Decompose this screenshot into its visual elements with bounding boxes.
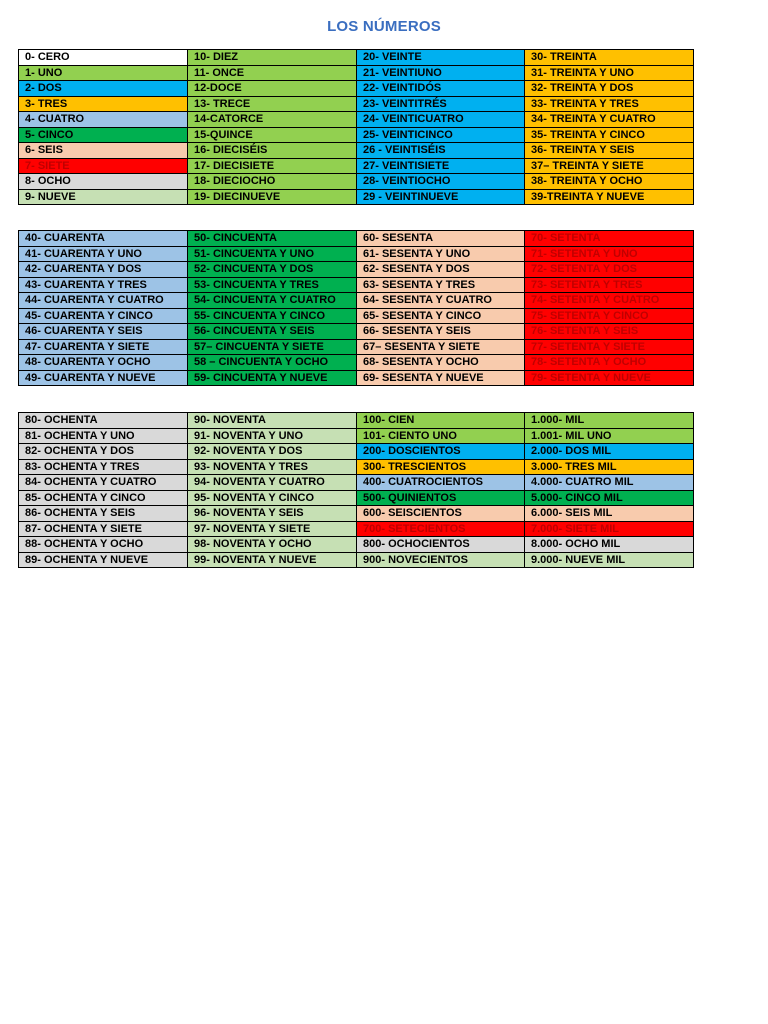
number-cell: 73- SETENTA Y TRES — [525, 277, 694, 293]
table-row — [19, 521, 694, 537]
number-cell: 2- DOS — [19, 81, 188, 97]
number-cell: 101- CIENTO UNO — [357, 428, 525, 444]
number-cell: 15-QUINCE — [188, 127, 357, 143]
number-cell: 71- SETENTA Y UNO — [525, 246, 694, 262]
number-cell: 89- OCHENTA Y NUEVE — [19, 552, 188, 568]
number-cell: 62- SESENTA Y DOS — [357, 262, 525, 278]
number-cell: 69- SESENTA Y NUEVE — [357, 370, 525, 386]
number-cell: 0- CERO — [19, 50, 188, 66]
number-cell: 39-TREINTA Y NUEVE — [525, 189, 694, 205]
table-row — [19, 65, 694, 81]
number-cell: 26 - VEINTISÉIS — [357, 143, 525, 159]
number-cell: 97- NOVENTA Y SIETE — [188, 521, 357, 537]
number-cell: 76- SETENTA Y SEIS — [525, 324, 694, 340]
number-cell: 25- VEINTICINCO — [357, 127, 525, 143]
table-row — [19, 506, 694, 522]
number-cell: 55- CINCUENTA Y CINCO — [188, 308, 357, 324]
number-cell: 36- TREINTA Y SEIS — [525, 143, 694, 159]
number-cell: 38- TREINTA Y OCHO — [525, 174, 694, 190]
number-cell: 74- SETENTA Y CUATRO — [525, 293, 694, 309]
table-row — [19, 459, 694, 475]
number-cell: 63- SESENTA Y TRES — [357, 277, 525, 293]
number-cell: 700- SETECIENTOS — [357, 521, 525, 537]
number-cell: 400- CUATROCIENTOS — [357, 475, 525, 491]
number-cell: 86- OCHENTA Y SEIS — [19, 506, 188, 522]
number-cell: 42- CUARENTA Y DOS — [19, 262, 188, 278]
number-cell: 4- CUATRO — [19, 112, 188, 128]
number-cell: 43- CUARENTA Y TRES — [19, 277, 188, 293]
number-cell: 2.000- DOS MIL — [525, 444, 694, 460]
number-cell: 85- OCHENTA Y CINCO — [19, 490, 188, 506]
number-cell: 31- TREINTA Y UNO — [525, 65, 694, 81]
table-row — [19, 112, 694, 128]
table-row — [19, 246, 694, 262]
number-cell: 14-CATORCE — [188, 112, 357, 128]
number-cell: 70- SETENTA — [525, 231, 694, 247]
table-row — [19, 81, 694, 97]
table-row — [19, 413, 694, 429]
table-row — [19, 277, 694, 293]
number-cell: 1- UNO — [19, 65, 188, 81]
number-cell: 900- NOVECIENTOS — [357, 552, 525, 568]
table-row — [19, 127, 694, 143]
number-cell: 7- SIETE — [19, 158, 188, 174]
number-cell: 93- NOVENTA Y TRES — [188, 459, 357, 475]
number-cell: 29 - VEINTINUEVE — [357, 189, 525, 205]
number-cell: 17- DIECISIETE — [188, 158, 357, 174]
number-cell: 800- OCHOCIENTOS — [357, 537, 525, 553]
number-cell: 72- SETENTA Y DOS — [525, 262, 694, 278]
table-row — [19, 537, 694, 553]
number-cell: 66- SESENTA Y SEIS — [357, 324, 525, 340]
number-cell: 60- SESENTA — [357, 231, 525, 247]
number-cell: 46- CUARENTA Y SEIS — [19, 324, 188, 340]
number-cell: 78- SETENTA Y OCHO — [525, 355, 694, 371]
table-body — [19, 50, 694, 205]
number-cell: 84- OCHENTA Y CUATRO — [19, 475, 188, 491]
number-cell: 53- CINCUENTA Y TRES — [188, 277, 357, 293]
numbers-table-0-39 — [18, 49, 694, 205]
number-cell: 56- CINCUENTA Y SEIS — [188, 324, 357, 340]
number-cell: 30- TREINTA — [525, 50, 694, 66]
table-row — [19, 174, 694, 190]
numbers-table-40-79 — [18, 230, 694, 386]
number-cell: 90- NOVENTA — [188, 413, 357, 429]
table-row — [19, 475, 694, 491]
number-cell: 600- SEISCIENTOS — [357, 506, 525, 522]
number-cell: 6.000- SEIS MIL — [525, 506, 694, 522]
number-cell: 12-DOCE — [188, 81, 357, 97]
number-cell: 24- VEINTICUATRO — [357, 112, 525, 128]
table-row — [19, 293, 694, 309]
number-cell: 40- CUARENTA — [19, 231, 188, 247]
number-cell: 58 – CINCUENTA Y OCHO — [188, 355, 357, 371]
number-cell: 28- VEINTIOCHO — [357, 174, 525, 190]
number-cell: 95- NOVENTA Y CINCO — [188, 490, 357, 506]
table-row — [19, 262, 694, 278]
number-cell: 20- VEINTE — [357, 50, 525, 66]
table-row — [19, 444, 694, 460]
number-cell: 9- NUEVE — [19, 189, 188, 205]
number-cell: 22- VEINTIDÓS — [357, 81, 525, 97]
table-row — [19, 324, 694, 340]
number-cell: 54- CINCUENTA Y CUATRO — [188, 293, 357, 309]
table-row — [19, 50, 694, 66]
number-cell: 79- SETENTA Y NUEVE — [525, 370, 694, 386]
number-cell: 5- CINCO — [19, 127, 188, 143]
table-row — [19, 189, 694, 205]
number-cell: 91- NOVENTA Y UNO — [188, 428, 357, 444]
number-cell: 59- CINCUENTA Y NUEVE — [188, 370, 357, 386]
number-cell: 41- CUARENTA Y UNO — [19, 246, 188, 262]
number-cell: 19- DIECINUEVE — [188, 189, 357, 205]
number-cell: 94- NOVENTA Y CUATRO — [188, 475, 357, 491]
number-cell: 33- TREINTA Y TRES — [525, 96, 694, 112]
number-cell: 64- SESENTA Y CUATRO — [357, 293, 525, 309]
number-cell: 5.000- CINCO MIL — [525, 490, 694, 506]
number-cell: 61- SESENTA Y UNO — [357, 246, 525, 262]
number-cell: 81- OCHENTA Y UNO — [19, 428, 188, 444]
number-cell: 35- TREINTA Y CINCO — [525, 127, 694, 143]
numbers-table-80-9000 — [18, 412, 694, 568]
number-cell: 37– TREINTA Y SIETE — [525, 158, 694, 174]
number-cell: 49- CUARENTA Y NUEVE — [19, 370, 188, 386]
table-row — [19, 370, 694, 386]
number-cell: 16- DIECISÉIS — [188, 143, 357, 159]
number-cell: 88- OCHENTA Y OCHO — [19, 537, 188, 553]
number-cell: 6- SEIS — [19, 143, 188, 159]
number-cell: 100- CIEN — [357, 413, 525, 429]
number-cell: 34- TREINTA Y CUATRO — [525, 112, 694, 128]
number-cell: 57– CINCUENTA Y SIETE — [188, 339, 357, 355]
number-cell: 18- DIECIOCHO — [188, 174, 357, 190]
number-cell: 300- TRESCIENTOS — [357, 459, 525, 475]
table-row — [19, 231, 694, 247]
number-cell: 11- ONCE — [188, 65, 357, 81]
table-row — [19, 96, 694, 112]
number-cell: 48- CUARENTA Y OCHO — [19, 355, 188, 371]
number-cell: 99- NOVENTA Y NUEVE — [188, 552, 357, 568]
table-row — [19, 490, 694, 506]
number-cell: 4.000- CUATRO MIL — [525, 475, 694, 491]
table-row — [19, 355, 694, 371]
number-cell: 50- CINCUENTA — [188, 231, 357, 247]
number-cell: 77- SETENTA Y SIETE — [525, 339, 694, 355]
number-cell: 87- OCHENTA Y SIETE — [19, 521, 188, 537]
table-body — [19, 231, 694, 386]
number-cell: 51- CINCUENTA Y UNO — [188, 246, 357, 262]
number-cell: 23- VEINTITRÉS — [357, 96, 525, 112]
number-cell: 44- CUARENTA Y CUATRO — [19, 293, 188, 309]
number-cell: 45- CUARENTA Y CINCO — [19, 308, 188, 324]
number-cell: 8- OCHO — [19, 174, 188, 190]
number-cell: 8.000- OCHO MIL — [525, 537, 694, 553]
table-row — [19, 552, 694, 568]
table-body — [19, 413, 694, 568]
number-cell: 1.001- MIL UNO — [525, 428, 694, 444]
number-cell: 200- DOSCIENTOS — [357, 444, 525, 460]
number-cell: 80- OCHENTA — [19, 413, 188, 429]
number-cell: 67– SESENTA Y SIETE — [357, 339, 525, 355]
number-cell: 7.000- SIETE MIL — [525, 521, 694, 537]
number-cell: 32- TREINTA Y DOS — [525, 81, 694, 97]
table-row — [19, 143, 694, 159]
number-cell: 3- TRES — [19, 96, 188, 112]
number-cell: 83- OCHENTA Y TRES — [19, 459, 188, 475]
number-cell: 47- CUARENTA Y SIETE — [19, 339, 188, 355]
number-cell: 65- SESENTA Y CINCO — [357, 308, 525, 324]
number-cell: 82- OCHENTA Y DOS — [19, 444, 188, 460]
number-cell: 1.000- MIL — [525, 413, 694, 429]
number-cell: 27- VEINTISIETE — [357, 158, 525, 174]
number-cell: 92- NOVENTA Y DOS — [188, 444, 357, 460]
number-cell: 21- VEINTIUNO — [357, 65, 525, 81]
number-cell: 98- NOVENTA Y OCHO — [188, 537, 357, 553]
table-row — [19, 158, 694, 174]
number-cell: 9.000- NUEVE MIL — [525, 552, 694, 568]
table-row — [19, 308, 694, 324]
number-cell: 3.000- TRES MIL — [525, 459, 694, 475]
number-cell: 10- DIEZ — [188, 50, 357, 66]
number-cell: 500- QUINIENTOS — [357, 490, 525, 506]
table-row — [19, 428, 694, 444]
number-cell: 75- SETENTA Y CINCO — [525, 308, 694, 324]
table-row — [19, 339, 694, 355]
number-cell: 52- CINCUENTA Y DOS — [188, 262, 357, 278]
number-cell: 68- SESENTA Y OCHO — [357, 355, 525, 371]
page-title: LOS NÚMEROS — [327, 18, 441, 35]
number-cell: 13- TRECE — [188, 96, 357, 112]
number-cell: 96- NOVENTA Y SEIS — [188, 506, 357, 522]
